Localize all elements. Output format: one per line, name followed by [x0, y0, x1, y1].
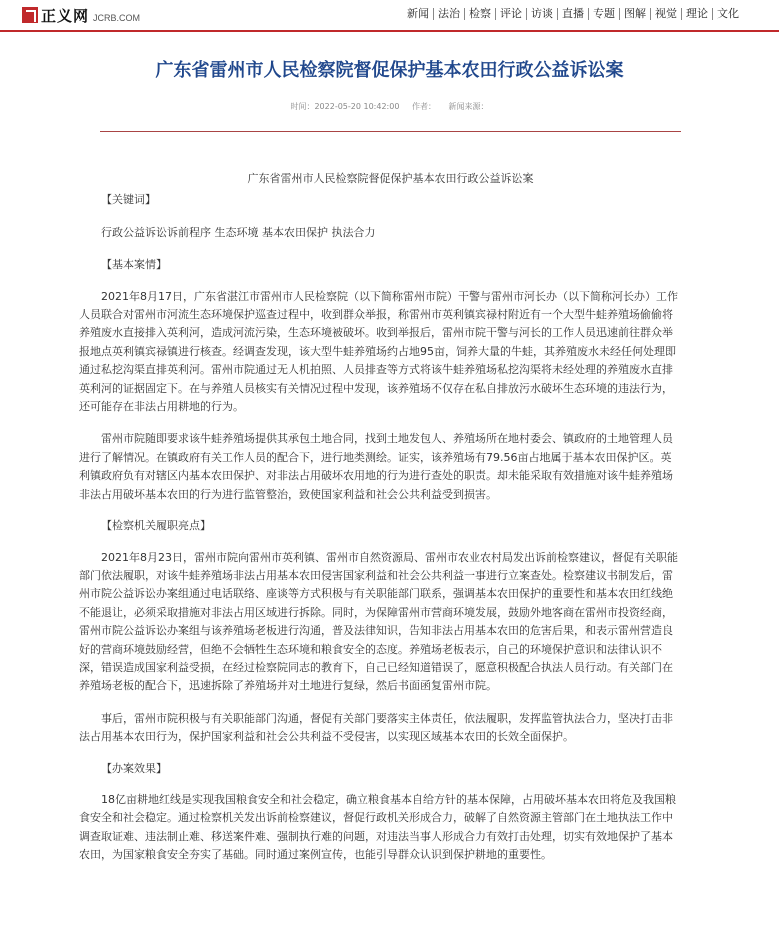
logo-name: 正义网 [41, 6, 90, 25]
top-bar [0, 0, 779, 32]
author: 作者： [411, 102, 436, 111]
nav-item-commentary[interactable]: 评论 [495, 8, 526, 20]
nav-item-interview[interactable]: 访谈 [526, 8, 557, 20]
facts-heading: 【基本案情】 [101, 258, 167, 272]
duty-paragraph-2: 事后，雷州市院积极与有关职能部门沟通，督促有关部门要落实主体责任，依法履职，发挥监管执法合力，坚决打击非法占用基本农田行为，保护国家利益和社会公共利益不受侵害，以实现区域基本农田的长效全面保护。 [79, 711, 673, 744]
main-nav [403, 8, 743, 20]
duty-heading: 【检察机关履职亮点】 [101, 519, 211, 533]
effect-heading: 【办案效果】 [101, 761, 167, 775]
keywords: 行政公益诉讼诉前程序 生态环境 基本农田保护 执法合力 [101, 225, 376, 239]
publish-time: 时间：2022-05-20 10:42:00 [290, 102, 400, 111]
nav-item-procuratorate[interactable]: 检察 [464, 8, 495, 20]
keywords-heading: 【关键词】 [101, 193, 156, 207]
nav-item-visual[interactable]: 视觉 [650, 8, 681, 20]
article-meta [0, 101, 779, 112]
nav-item-topics[interactable]: 专题 [588, 8, 619, 20]
facts-paragraph-2: 雷州市院随即要求该牛蛙养殖场提供其承包土地合同，找到土地发包人、养殖场所在地村委会、镇政府的土地管理人员进行了解情况。在镇政府有关工作人员的配合下，进行地类测绘。证实，该养殖场有79.56亩占地属于基本农田保护区。英利镇政府负有对辖区内基本农田保护、对非法占用破坏农用地的行为进行查处的职责。却未能采取有效措施对该牛蛙养殖场非法占用破坏基本农田的行为进行监管整治，致使国家利益和社会公共利益受到损害。 [79, 432, 673, 501]
nav-item-graphics[interactable]: 图解 [619, 8, 650, 20]
logo-sub: JCRB.COM [93, 12, 141, 23]
nav-item-news[interactable]: 新闻 [407, 7, 429, 20]
article-body [79, 170, 680, 865]
nav-item-culture[interactable]: 文化 [712, 8, 743, 20]
effect-paragraph-1: 18亿亩耕地红线是实现我国粮食安全和社会稳定，确立粮食基本自给方针的基本保障，占用破坏基本农田将危及我国粮食安全和社会稳定。通过检察机关发出诉前检察建议，督促行政机关形成合力，破解了自然资源主管部门在土地执法工作中调查取证难、违法制止难、移送案件难、强制执行难的问题，对违法当事人形成合力有效打击处理，切实有效地保护了基本农田，为国家粮食安全夯实了基础。同时通过案例宣传，也能引导群众认识到保护耕地的重要性。 [79, 792, 676, 862]
title-divider [100, 131, 681, 132]
site-logo[interactable] [22, 5, 140, 25]
duty-paragraph-1: 2021年8月23日，雷州市院向雷州市英利镇、雷州市自然资源局、雷州市农业农村局发出诉前检察建议，督促有关职能部门依法履职，对该牛蛙养殖场非法占用基本农田侵害国家利益和社会公共利益一事进行立案查处。检察建议书制发后，雷州市院公益诉讼办案组通过电话联络、座谈等方式积极与有关职能部门联系，强调基本农田保护的重要性和基本农田红线绝不能退让，必须采取措施对非法占用区域进行拆除。同时，为保障雷州市营商环境发展，鼓励外地客商在雷州市投资经商，雷州市院公益诉讼办案组与该养殖场老板进行沟通，普及法律知识，告知非法占用基本农田的危害后果，和表示雷州营造良好的营商环境鼓励经营，但绝不会牺牲生态环境和粮食安全的态度。养殖场老板表示，自己的环境保护意识和法律认识不深，错误造成国家利益受损，在经过检察院同志的教育下，自己已经知道错误了，愿意积极配合执法人员行动。有关部门在养殖场老板的配合下，迅速拆除了养殖场并对土地进行复绿，然后书面函复雷州市院。 [79, 550, 678, 693]
nav-item-law[interactable]: 法治 [433, 8, 464, 20]
nav-item-theory[interactable]: 理论 [681, 8, 712, 20]
news-source: 新闻来源： [448, 102, 489, 111]
nav-item-live[interactable]: 直播 [557, 8, 588, 20]
logo-icon [22, 7, 38, 23]
article-subtitle: 广东省雷州市人民检察院督促保护基本农田行政公益诉讼案 [247, 172, 534, 185]
facts-paragraph-1: 2021年8月17日，广东省湛江市雷州市人民检察院（以下简称雷州市院）干警与雷州市河长办（以下简称河长办）工作人员联合对雷州市河流生态环境保护巡查过程中，收到群众举报，称雷州市英利镇宾禄村附近有一个大型牛蛙养殖场偷偷将养殖废水直接排入英利河，造成河流污染，生态环境被破坏。收到举报后，雷州市院干警与河长的工作人员迅速前往群众举报地点英利镇宾禄镇进行核查。经调查发现，该大型牛蛙养殖场约占地95亩，饲养大量的牛蛙，其养殖废水未经任何处理即通过私挖沟渠直排英利河。雷州市院通过无人机拍照、人员排查等方式将该牛蛙养殖场私挖沟渠将未经处理的养殖废水直排英利河的证据固定下。在与养殖人员核实有关情况过程中发现，该养殖场不仅存在私自排放污水破坏生态环境的违法行为，还可能存在非法占用耕地的行为。 [79, 289, 678, 414]
article-title: 广东省雷州市人民检察院督促保护基本农田行政公益诉讼案 [155, 60, 624, 81]
